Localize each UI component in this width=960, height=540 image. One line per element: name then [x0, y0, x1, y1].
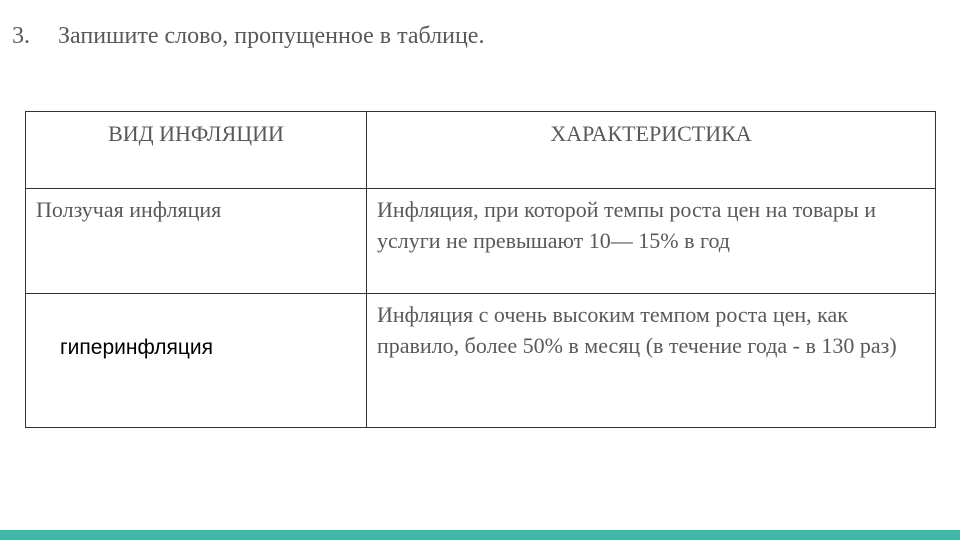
characteristic-cell: Инфляция, при которой темпы роста цен на товары и услуги не превышают 10— 15% в год: [367, 189, 936, 294]
table-header-row: [26, 112, 936, 189]
inflation-type-cell: [26, 294, 367, 428]
table-row: [26, 189, 936, 294]
inflation-type-cell: Ползучая инфляция: [26, 189, 367, 294]
accent-bar: [0, 530, 960, 540]
characteristic-cell: Инфляция с очень высоким темпом роста цен, как правило, более 50% в месяц (в течение года - в 130 раз): [367, 294, 936, 428]
table-row: [26, 294, 936, 428]
task-number: 3.: [12, 23, 30, 49]
task-text: Запишите слово, пропущенное в таблице.: [58, 23, 485, 49]
header-inflation-type: ВИД ИНФЛЯЦИИ: [26, 112, 367, 189]
header-characteristic: ХАРАКТЕРИСТИКА: [367, 112, 936, 189]
answer-text: гиперинфляция: [60, 336, 214, 359]
inflation-table: [25, 111, 936, 428]
task-statement: [12, 20, 484, 52]
